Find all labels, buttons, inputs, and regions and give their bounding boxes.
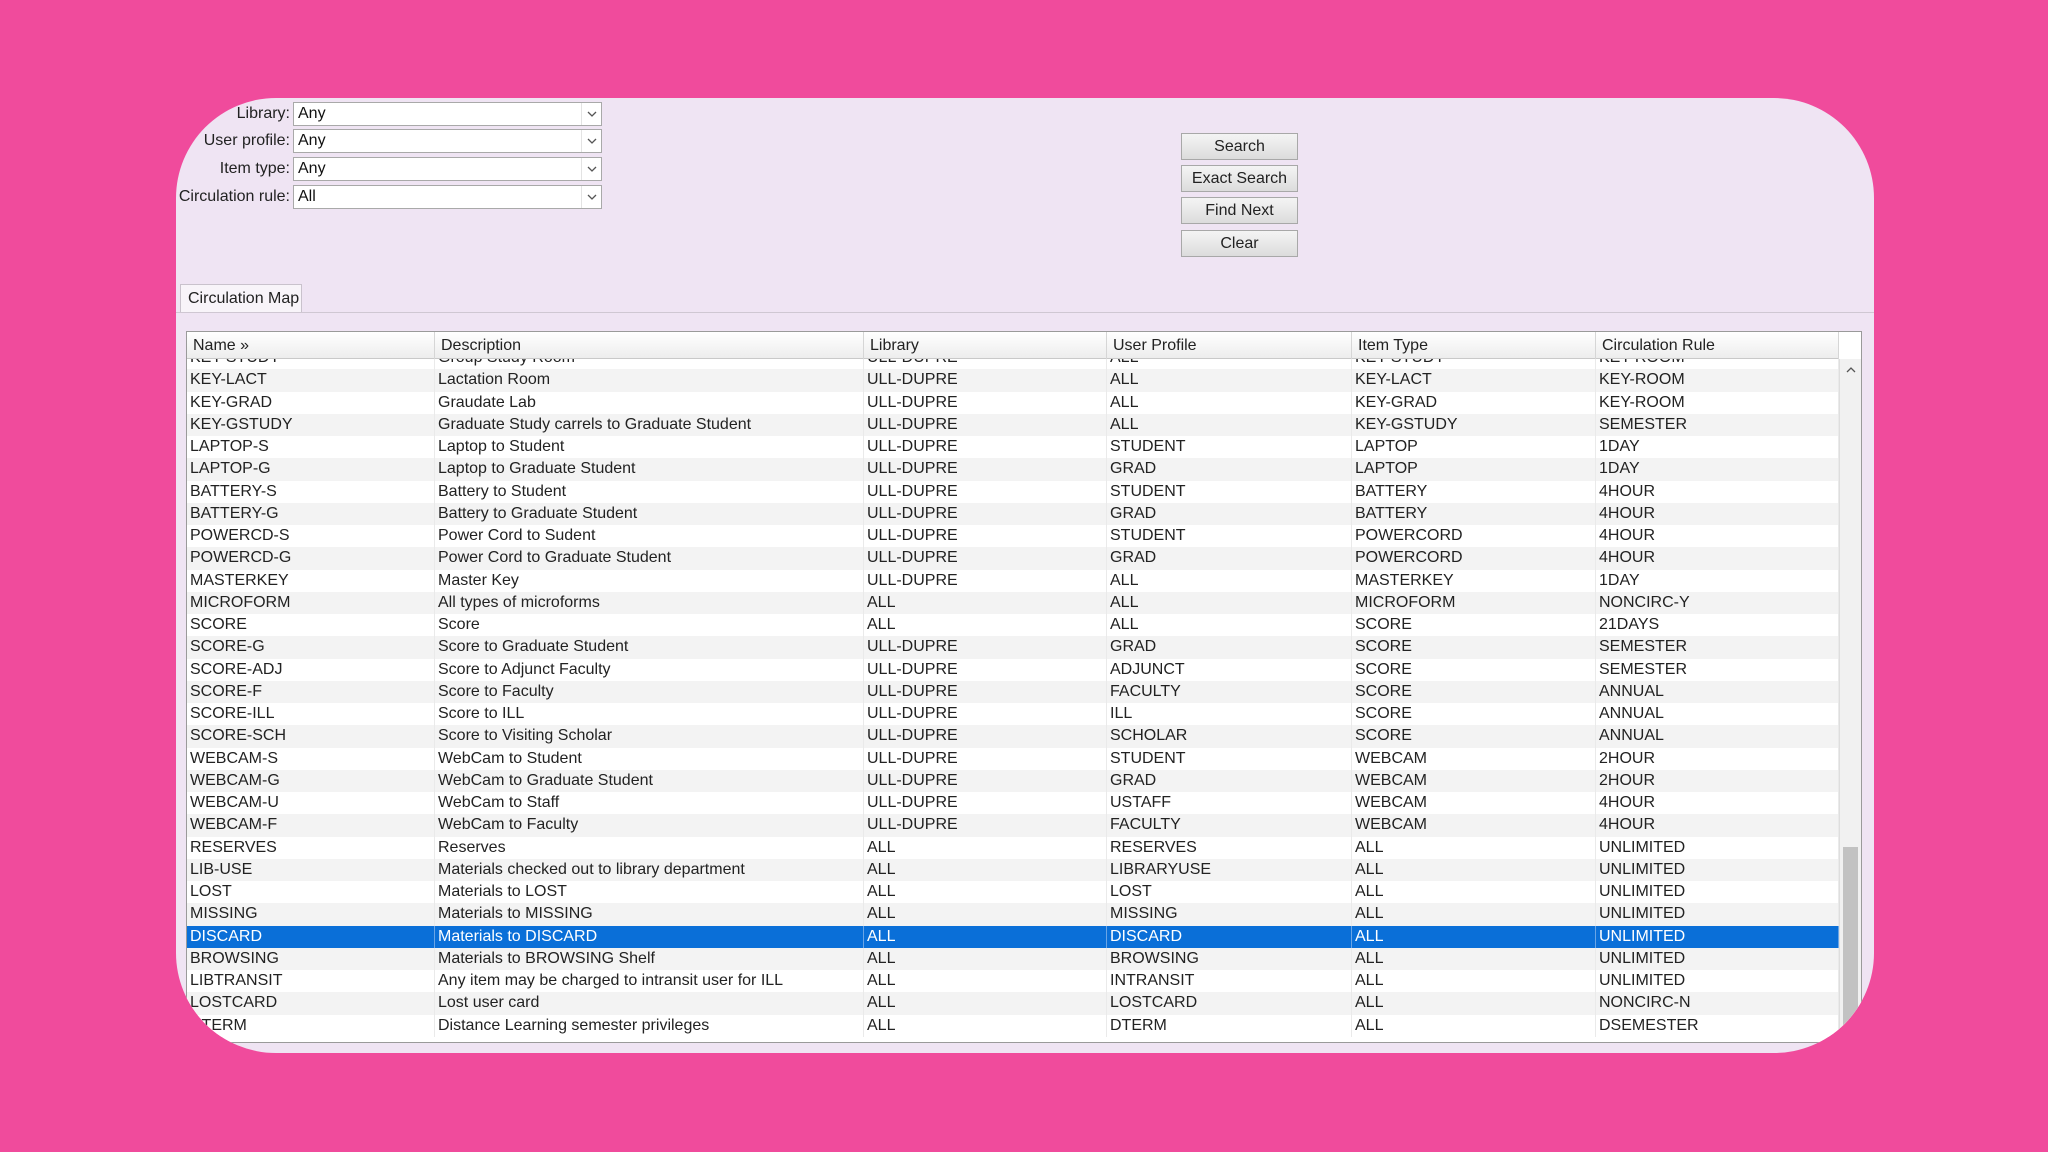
table-cell: KEY-GSTUDY — [187, 414, 435, 436]
table-cell: UNLIMITED — [1596, 859, 1839, 881]
table-cell: 4HOUR — [1596, 503, 1839, 525]
table-cell: UNLIMITED — [1596, 881, 1839, 903]
table-cell: 4HOUR — [1596, 481, 1839, 503]
table-cell: BATTERY-S — [187, 481, 435, 503]
table-cell: Reserves — [435, 837, 864, 859]
table-cell: ULL-DUPRE — [864, 414, 1107, 436]
table-cell: Graduate Study carrels to Graduate Student — [435, 414, 864, 436]
exact-search-button[interactable]: Exact Search — [1181, 165, 1298, 192]
table-cell: DSEMESTER — [1596, 1015, 1839, 1037]
table-cell: SCORE-ILL — [187, 703, 435, 725]
table-cell: ALL — [864, 948, 1107, 970]
chevron-up-icon[interactable] — [1840, 359, 1861, 381]
table-cell: MASTERKEY — [187, 570, 435, 592]
chevron-down-icon[interactable] — [581, 186, 601, 208]
table-cell: ANNUAL — [1596, 703, 1839, 725]
table-cell: MASTERKEY — [1352, 570, 1596, 592]
table-cell: ULL-DUPRE — [864, 814, 1107, 836]
user-profile-select[interactable] — [293, 129, 602, 153]
table-cell: FACULTY — [1107, 681, 1352, 703]
table-cell: WebCam to Faculty — [435, 814, 864, 836]
table-cell: STUDENT — [1107, 525, 1352, 547]
table-cell: ALL — [1107, 369, 1352, 391]
table-cell: All types of microforms — [435, 592, 864, 614]
table-cell: SCORE — [1352, 725, 1596, 747]
table-cell: Graudate Lab — [435, 392, 864, 414]
table-row[interactable] — [187, 770, 1839, 792]
library-row — [176, 102, 602, 126]
vertical-scrollbar[interactable] — [1839, 359, 1861, 1042]
table-body — [187, 347, 1839, 1037]
item-type-select[interactable] — [293, 157, 602, 181]
table-cell: 1DAY — [1596, 458, 1839, 480]
table-cell: MISSING — [187, 903, 435, 925]
item-type-select-value: Any — [298, 160, 326, 177]
circulation-rule-row — [176, 185, 602, 209]
table-cell: GRAD — [1107, 636, 1352, 658]
table-row[interactable] — [187, 970, 1839, 992]
table-row[interactable] — [187, 681, 1839, 703]
table-cell: DISCARD — [1107, 926, 1352, 948]
table-cell: Score — [435, 614, 864, 636]
user-profile-row — [176, 129, 602, 153]
table-cell: KEY-GRAD — [1352, 392, 1596, 414]
table-row[interactable] — [187, 636, 1839, 658]
column-header-description[interactable]: Description — [435, 332, 864, 359]
table-cell: ALL — [864, 881, 1107, 903]
table-cell: LOSTCARD — [187, 992, 435, 1014]
table-cell: ALL — [864, 903, 1107, 925]
table-cell: FACULTY — [1107, 814, 1352, 836]
table-row[interactable] — [187, 458, 1839, 480]
table-cell: ALL — [1352, 881, 1596, 903]
table-cell: WEBCAM — [1352, 814, 1596, 836]
library-select-value: Any — [298, 105, 326, 122]
table-cell: RESERVES — [1107, 837, 1352, 859]
table-cell: ALL — [1107, 570, 1352, 592]
table-cell: POWERCORD — [1352, 547, 1596, 569]
table-cell: SCORE — [1352, 681, 1596, 703]
table-cell: ALL — [1107, 414, 1352, 436]
table-cell: 1DAY — [1596, 570, 1839, 592]
table-cell: NONCIRC-Y — [1596, 592, 1839, 614]
table-cell: Battery to Graduate Student — [435, 503, 864, 525]
table-cell: SEMESTER — [1596, 659, 1839, 681]
table-cell: MICROFORM — [1352, 592, 1596, 614]
table-cell: ANNUAL — [1596, 725, 1839, 747]
library-label: Library: — [236, 105, 290, 122]
table-row[interactable] — [187, 814, 1839, 836]
table-cell: ULL-DUPRE — [864, 792, 1107, 814]
table-cell: SCORE-SCH — [187, 725, 435, 747]
table-cell: Score to Faculty — [435, 681, 864, 703]
item-type-label: Item type: — [219, 160, 290, 177]
table-cell: Score to Adjunct Faculty — [435, 659, 864, 681]
table-cell: LAPTOP — [1352, 458, 1596, 480]
table-cell: DTERM — [187, 1015, 435, 1037]
column-header-user-profile[interactable]: User Profile — [1107, 332, 1352, 359]
table-cell: KEY-LACT — [187, 369, 435, 391]
table-cell: ULL-DUPRE — [864, 458, 1107, 480]
table-row[interactable] — [187, 525, 1839, 547]
circulation-rule-label: Circulation rule: — [178, 188, 290, 205]
table-cell: ALL — [864, 837, 1107, 859]
table-cell: LAPTOP-G — [187, 458, 435, 480]
table-cell: SCORE — [1352, 636, 1596, 658]
table-row[interactable] — [187, 703, 1839, 725]
table-row[interactable] — [187, 570, 1839, 592]
table-cell: SCORE — [1352, 614, 1596, 636]
table-cell: 2HOUR — [1596, 748, 1839, 770]
table-cell: ANNUAL — [1596, 681, 1839, 703]
table-cell: KEY-GSTUDY — [1352, 414, 1596, 436]
table-cell: 2HOUR — [1596, 770, 1839, 792]
column-header-library[interactable]: Library — [864, 332, 1107, 359]
table-cell: Any item may be charged to intransit user for ILL — [435, 970, 864, 992]
circulation-map-table — [186, 331, 1862, 1043]
table-cell: UNLIMITED — [1596, 970, 1839, 992]
table-cell: WEBCAM-U — [187, 792, 435, 814]
table-cell: UNLIMITED — [1596, 837, 1839, 859]
table-row[interactable] — [187, 881, 1839, 903]
table-cell: POWERCORD — [1352, 525, 1596, 547]
table-row[interactable] — [187, 436, 1839, 458]
table-cell: WEBCAM — [1352, 770, 1596, 792]
user-profile-select-value: Any — [298, 132, 326, 149]
table-cell: Power Cord to Sudent — [435, 525, 864, 547]
table-row[interactable] — [187, 592, 1839, 614]
table-cell: ULL-DUPRE — [864, 681, 1107, 703]
table-cell: ALL — [864, 1015, 1107, 1037]
table-cell: ULL-DUPRE — [864, 392, 1107, 414]
table-cell: DISCARD — [187, 926, 435, 948]
table-cell: DTERM — [1107, 1015, 1352, 1037]
table-row[interactable] — [187, 547, 1839, 569]
chevron-down-icon[interactable] — [581, 130, 601, 152]
table-cell: MICROFORM — [187, 592, 435, 614]
table-cell: Master Key — [435, 570, 864, 592]
table-cell: ULL-DUPRE — [864, 481, 1107, 503]
table-cell: LOST — [187, 881, 435, 903]
column-header-circulation-rule[interactable]: Circulation Rule — [1596, 332, 1839, 359]
table-cell: Lactation Room — [435, 369, 864, 391]
table-cell: KEY-ROOM — [1596, 369, 1839, 391]
table-cell: KEY-LACT — [1352, 369, 1596, 391]
table-cell: ALL — [864, 614, 1107, 636]
table-cell: ULL-DUPRE — [864, 547, 1107, 569]
table-cell: ALL — [1107, 392, 1352, 414]
table-row[interactable] — [187, 369, 1839, 391]
table-cell: GRAD — [1107, 770, 1352, 792]
table-cell: Battery to Student — [435, 481, 864, 503]
table-cell: ULL-DUPRE — [864, 703, 1107, 725]
table-cell: ILL — [1107, 703, 1352, 725]
table-cell: ALL — [1352, 970, 1596, 992]
table-cell: Score to ILL — [435, 703, 864, 725]
table-cell: POWERCD-S — [187, 525, 435, 547]
table-row[interactable] — [187, 481, 1839, 503]
table-row[interactable] — [187, 614, 1839, 636]
table-cell: 4HOUR — [1596, 525, 1839, 547]
table-cell: ALL — [864, 992, 1107, 1014]
table-row[interactable] — [187, 1015, 1839, 1037]
table-cell: ALL — [1352, 948, 1596, 970]
table-cell: Power Cord to Graduate Student — [435, 547, 864, 569]
table-cell: ALL — [1352, 1015, 1596, 1037]
table-cell: ULL-DUPRE — [864, 525, 1107, 547]
table-cell: BATTERY — [1352, 503, 1596, 525]
table-cell: UNLIMITED — [1596, 948, 1839, 970]
clear-button[interactable]: Clear — [1181, 230, 1298, 257]
table-cell: ULL-DUPRE — [864, 748, 1107, 770]
table-cell: ADJUNCT — [1107, 659, 1352, 681]
table-cell: Materials to DISCARD — [435, 926, 864, 948]
table-cell: WEBCAM — [1352, 748, 1596, 770]
table-cell: BATTERY — [1352, 481, 1596, 503]
circulation-map-window — [176, 98, 1874, 1053]
table-cell: ALL — [864, 970, 1107, 992]
chevron-down-icon[interactable] — [581, 158, 601, 180]
table-cell: 21DAYS — [1596, 614, 1839, 636]
table-header — [187, 332, 1839, 359]
table-cell: Laptop to Student — [435, 436, 864, 458]
table-cell: LIB-USE — [187, 859, 435, 881]
table-cell: ALL — [1107, 614, 1352, 636]
table-cell: Score to Visiting Scholar — [435, 725, 864, 747]
table-cell: Score to Graduate Student — [435, 636, 864, 658]
table-row[interactable] — [187, 392, 1839, 414]
table-cell: WebCam to Staff — [435, 792, 864, 814]
table-cell: 4HOUR — [1596, 547, 1839, 569]
table-cell: BATTERY-G — [187, 503, 435, 525]
table-cell: WEBCAM — [1352, 792, 1596, 814]
table-row[interactable] — [187, 503, 1839, 525]
table-cell: ULL-DUPRE — [864, 369, 1107, 391]
table-cell: 1DAY — [1596, 436, 1839, 458]
scrollbar-thumb[interactable] — [1843, 847, 1858, 1043]
table-cell: SCORE — [1352, 659, 1596, 681]
library-select[interactable] — [293, 102, 602, 126]
table-cell: UNLIMITED — [1596, 926, 1839, 948]
find-next-button[interactable]: Find Next — [1181, 197, 1298, 224]
table-cell: RESERVES — [187, 837, 435, 859]
table-cell: ALL — [1352, 903, 1596, 925]
table-row[interactable] — [187, 792, 1839, 814]
column-header-item-type[interactable]: Item Type — [1352, 332, 1596, 359]
table-cell: ALL — [1107, 592, 1352, 614]
table-cell: LAPTOP — [1352, 436, 1596, 458]
table-cell: SCORE-F — [187, 681, 435, 703]
item-type-row — [176, 157, 602, 181]
table-cell: LIBRARYUSE — [1107, 859, 1352, 881]
table-cell: MISSING — [1107, 903, 1352, 925]
table-row[interactable] — [187, 414, 1839, 436]
column-header-name[interactable]: Name » — [187, 332, 435, 359]
table-cell: Laptop to Graduate Student — [435, 458, 864, 480]
table-cell: LAPTOP-S — [187, 436, 435, 458]
table-cell: LOST — [1107, 881, 1352, 903]
table-cell: WebCam to Graduate Student — [435, 770, 864, 792]
table-row[interactable] — [187, 903, 1839, 925]
table-cell: Materials to MISSING — [435, 903, 864, 925]
table-row[interactable] — [187, 948, 1839, 970]
table-cell: KEY-GRAD — [187, 392, 435, 414]
table-cell: GRAD — [1107, 547, 1352, 569]
table-cell: USTAFF — [1107, 792, 1352, 814]
table-cell: ALL — [1352, 926, 1596, 948]
table-cell: Lost user card — [435, 992, 864, 1014]
table-cell: WEBCAM-F — [187, 814, 435, 836]
table-cell: ULL-DUPRE — [864, 725, 1107, 747]
table-cell: ULL-DUPRE — [864, 636, 1107, 658]
tab-circulation-map[interactable]: Circulation Map — [180, 284, 302, 312]
table-cell: POWERCD-G — [187, 547, 435, 569]
table-cell: Materials to BROWSING Shelf — [435, 948, 864, 970]
table-cell: WEBCAM-G — [187, 770, 435, 792]
user-profile-label: User profile: — [203, 132, 290, 149]
table-cell: SCORE — [1352, 703, 1596, 725]
table-cell: GRAD — [1107, 458, 1352, 480]
table-row[interactable] — [187, 725, 1839, 747]
table-cell: WEBCAM-S — [187, 748, 435, 770]
table-cell: ULL-DUPRE — [864, 503, 1107, 525]
table-cell: ALL — [864, 592, 1107, 614]
chevron-down-icon[interactable] — [581, 103, 601, 125]
table-cell: NONCIRC-N — [1596, 992, 1839, 1014]
table-cell: Distance Learning semester privileges — [435, 1015, 864, 1037]
table-cell: ULL-DUPRE — [864, 570, 1107, 592]
table-cell: KEY-ROOM — [1596, 392, 1839, 414]
table-cell: ALL — [864, 859, 1107, 881]
table-row[interactable] — [187, 859, 1839, 881]
circulation-rule-select-value: All — [298, 188, 316, 205]
table-cell: ULL-DUPRE — [864, 659, 1107, 681]
table-cell: STUDENT — [1107, 436, 1352, 458]
table-row[interactable] — [187, 837, 1839, 859]
table-cell: ALL — [1352, 859, 1596, 881]
table-row[interactable] — [187, 926, 1839, 948]
table-row[interactable] — [187, 748, 1839, 770]
table-cell: Materials checked out to library department — [435, 859, 864, 881]
table-cell: ULL-DUPRE — [864, 436, 1107, 458]
table-cell: SEMESTER — [1596, 414, 1839, 436]
table-cell: ALL — [1352, 837, 1596, 859]
table-cell: BROWSING — [187, 948, 435, 970]
table-cell: SCORE-G — [187, 636, 435, 658]
table-cell: 4HOUR — [1596, 814, 1839, 836]
table-cell: STUDENT — [1107, 481, 1352, 503]
table-cell: LIBTRANSIT — [187, 970, 435, 992]
table-cell: ALL — [1352, 992, 1596, 1014]
table-cell: Materials to LOST — [435, 881, 864, 903]
table-cell: WebCam to Student — [435, 748, 864, 770]
table-cell: SCORE — [187, 614, 435, 636]
table-cell: BROWSING — [1107, 948, 1352, 970]
table-cell: ULL-DUPRE — [864, 770, 1107, 792]
table-cell: UNLIMITED — [1596, 903, 1839, 925]
tab-divider — [176, 312, 1874, 313]
table-cell: LOSTCARD — [1107, 992, 1352, 1014]
search-button[interactable]: Search — [1181, 133, 1298, 160]
table-cell: SEMESTER — [1596, 636, 1839, 658]
table-row[interactable] — [187, 992, 1839, 1014]
table-cell: SCORE-ADJ — [187, 659, 435, 681]
table-row[interactable] — [187, 659, 1839, 681]
circulation-rule-select[interactable] — [293, 185, 602, 209]
table-cell: SCHOLAR — [1107, 725, 1352, 747]
table-cell: 4HOUR — [1596, 792, 1839, 814]
table-cell: STUDENT — [1107, 748, 1352, 770]
table-cell: ALL — [864, 926, 1107, 948]
table-cell: INTRANSIT — [1107, 970, 1352, 992]
table-cell: GRAD — [1107, 503, 1352, 525]
